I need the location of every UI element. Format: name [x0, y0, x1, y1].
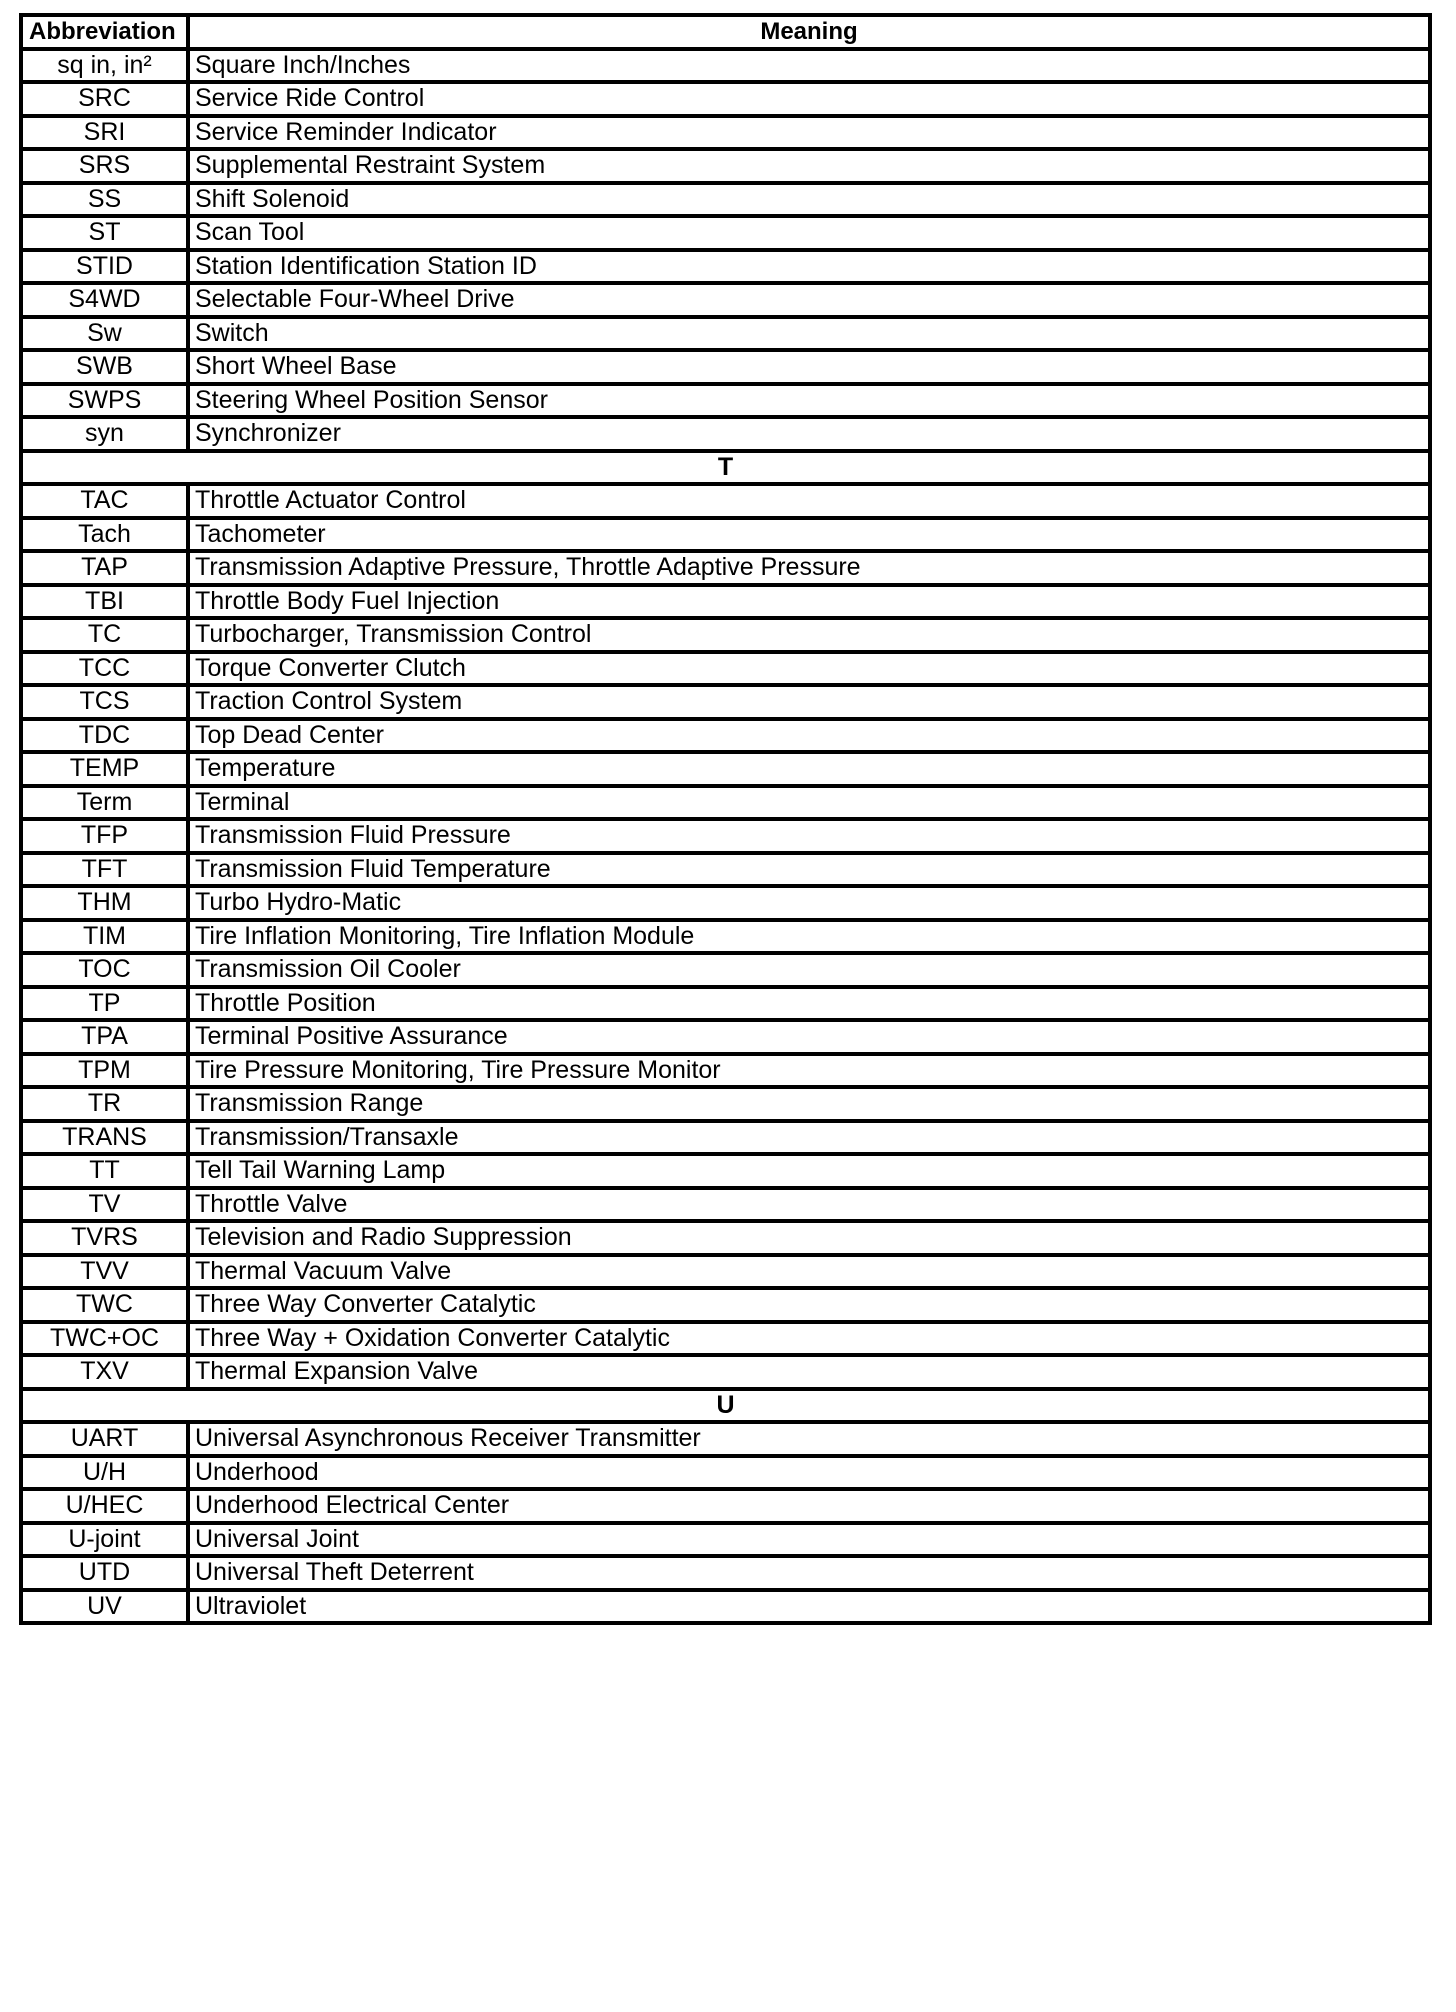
table-row [21, 585, 1430, 619]
meaning-cell: Turbo Hydro-Matic [188, 886, 1430, 920]
meaning-cell: Transmission Adaptive Pressure, Throttle Adaptive Pressure [188, 551, 1430, 585]
table-row [21, 752, 1430, 786]
table-row [21, 1456, 1430, 1490]
abbreviation-cell: UART [21, 1422, 188, 1456]
meaning-cell: Universal Joint [188, 1523, 1430, 1557]
table-row [21, 1523, 1430, 1557]
table-row [21, 1054, 1430, 1088]
table-row [21, 886, 1430, 920]
abbreviation-cell: STID [21, 250, 188, 284]
abbreviation-cell: Term [21, 786, 188, 820]
abbreviation-cell: TCC [21, 652, 188, 686]
abbreviation-cell: SRI [21, 116, 188, 150]
abbreviation-cell: U/HEC [21, 1489, 188, 1523]
abbreviation-cell: TDC [21, 719, 188, 753]
meaning-cell: Three Way + Oxidation Converter Catalytic [188, 1322, 1430, 1356]
abbreviation-cell: SRC [21, 82, 188, 116]
section-letter: T [21, 451, 1430, 485]
abbreviation-cell: Tach [21, 518, 188, 552]
table-row [21, 1154, 1430, 1188]
abbreviation-cell: TV [21, 1188, 188, 1222]
abbreviation-cell: TBI [21, 585, 188, 619]
meaning-cell: Thermal Vacuum Valve [188, 1255, 1430, 1289]
abbreviation-cell: TRANS [21, 1121, 188, 1155]
meaning-cell: Transmission Fluid Temperature [188, 853, 1430, 887]
table-row [21, 1121, 1430, 1155]
meaning-cell: Service Ride Control [188, 82, 1430, 116]
abbreviation-cell: TCS [21, 685, 188, 719]
table-row [21, 786, 1430, 820]
table-row [21, 116, 1430, 150]
table-row [21, 1556, 1430, 1590]
abbreviation-column-header: Abbreviation [21, 15, 188, 49]
meaning-cell: Tell Tail Warning Lamp [188, 1154, 1430, 1188]
section-row [21, 1389, 1430, 1423]
abbreviation-cell: TVRS [21, 1221, 188, 1255]
table-row [21, 1255, 1430, 1289]
abbreviation-cell: TAP [21, 551, 188, 585]
table-row [21, 853, 1430, 887]
table-row [21, 1087, 1430, 1121]
abbreviation-cell: SWB [21, 350, 188, 384]
abbreviation-cell: SWPS [21, 384, 188, 418]
table-row [21, 250, 1430, 284]
table-body [21, 49, 1430, 1624]
abbreviation-cell: UV [21, 1590, 188, 1624]
meaning-cell: Tire Inflation Monitoring, Tire Inflation Module [188, 920, 1430, 954]
table-row [21, 1590, 1430, 1624]
meaning-cell: Throttle Body Fuel Injection [188, 585, 1430, 619]
meaning-cell: Synchronizer [188, 417, 1430, 451]
header-row [21, 15, 1430, 49]
abbreviation-cell: TR [21, 1087, 188, 1121]
meaning-cell: Shift Solenoid [188, 183, 1430, 217]
meaning-cell: Terminal [188, 786, 1430, 820]
meaning-cell: Selectable Four-Wheel Drive [188, 283, 1430, 317]
meaning-cell: Universal Asynchronous Receiver Transmitter [188, 1422, 1430, 1456]
table-row [21, 183, 1430, 217]
meaning-cell: Traction Control System [188, 685, 1430, 719]
meaning-cell: Turbocharger, Transmission Control [188, 618, 1430, 652]
meaning-cell: Short Wheel Base [188, 350, 1430, 384]
meaning-cell: Underhood [188, 1456, 1430, 1490]
abbreviation-cell: ST [21, 216, 188, 250]
abbreviation-cell: TFP [21, 819, 188, 853]
abbreviation-cell: TP [21, 987, 188, 1021]
abbreviation-cell: U/H [21, 1456, 188, 1490]
meaning-cell: Ultraviolet [188, 1590, 1430, 1624]
table-row [21, 953, 1430, 987]
meaning-cell: Television and Radio Suppression [188, 1221, 1430, 1255]
table-row [21, 417, 1430, 451]
meaning-cell: Three Way Converter Catalytic [188, 1288, 1430, 1322]
table-row [21, 1422, 1430, 1456]
abbreviation-cell: UTD [21, 1556, 188, 1590]
meaning-cell: Tachometer [188, 518, 1430, 552]
abbreviation-cell: THM [21, 886, 188, 920]
table-row [21, 350, 1430, 384]
table-row [21, 618, 1430, 652]
table-row [21, 1355, 1430, 1389]
abbreviation-cell: TAC [21, 484, 188, 518]
abbreviation-cell: syn [21, 417, 188, 451]
abbreviation-cell: S4WD [21, 283, 188, 317]
table-row [21, 1288, 1430, 1322]
section-row [21, 451, 1430, 485]
abbreviation-cell: TXV [21, 1355, 188, 1389]
table-row [21, 652, 1430, 686]
abbreviation-cell: TEMP [21, 752, 188, 786]
table-row [21, 1489, 1430, 1523]
table-row [21, 149, 1430, 183]
table-row [21, 1322, 1430, 1356]
abbreviation-cell: TPM [21, 1054, 188, 1088]
abbreviation-cell: TFT [21, 853, 188, 887]
abbreviation-cell: TPA [21, 1020, 188, 1054]
table-row [21, 484, 1430, 518]
meaning-cell: Tire Pressure Monitoring, Tire Pressure Monitor [188, 1054, 1430, 1088]
table-row [21, 384, 1430, 418]
meaning-cell: Steering Wheel Position Sensor [188, 384, 1430, 418]
table-row [21, 719, 1430, 753]
table-row [21, 819, 1430, 853]
abbreviation-cell: TIM [21, 920, 188, 954]
meaning-cell: Supplemental Restraint System [188, 149, 1430, 183]
meaning-cell: Terminal Positive Assurance [188, 1020, 1430, 1054]
abbreviation-cell: SS [21, 183, 188, 217]
abbreviation-cell: sq in, in² [21, 49, 188, 83]
meaning-cell: Thermal Expansion Valve [188, 1355, 1430, 1389]
abbreviation-cell: Sw [21, 317, 188, 351]
table-row [21, 1221, 1430, 1255]
abbreviation-cell: TOC [21, 953, 188, 987]
meaning-cell: Torque Converter Clutch [188, 652, 1430, 686]
table-row [21, 49, 1430, 83]
abbreviation-cell: U-joint [21, 1523, 188, 1557]
meaning-cell: Throttle Position [188, 987, 1430, 1021]
table-row [21, 1188, 1430, 1222]
table-row [21, 283, 1430, 317]
abbreviation-cell: TVV [21, 1255, 188, 1289]
abbreviation-cell: TT [21, 1154, 188, 1188]
meaning-cell: Top Dead Center [188, 719, 1430, 753]
abbreviation-table [19, 13, 1432, 1625]
meaning-cell: Transmission Oil Cooler [188, 953, 1430, 987]
section-letter: U [21, 1389, 1430, 1423]
meaning-column-header: Meaning [188, 15, 1430, 49]
table-row [21, 1020, 1430, 1054]
meaning-cell: Temperature [188, 752, 1430, 786]
meaning-cell: Scan Tool [188, 216, 1430, 250]
meaning-cell: Square Inch/Inches [188, 49, 1430, 83]
table-row [21, 216, 1430, 250]
meaning-cell: Throttle Actuator Control [188, 484, 1430, 518]
meaning-cell: Throttle Valve [188, 1188, 1430, 1222]
meaning-cell: Universal Theft Deterrent [188, 1556, 1430, 1590]
abbreviation-cell: TWC [21, 1288, 188, 1322]
table-row [21, 317, 1430, 351]
table-row [21, 518, 1430, 552]
meaning-cell: Station Identification Station ID [188, 250, 1430, 284]
table-row [21, 551, 1430, 585]
meaning-cell: Transmission Fluid Pressure [188, 819, 1430, 853]
table-row [21, 82, 1430, 116]
abbreviation-cell: TWC+OC [21, 1322, 188, 1356]
table-row [21, 685, 1430, 719]
meaning-cell: Transmission Range [188, 1087, 1430, 1121]
meaning-cell: Switch [188, 317, 1430, 351]
abbreviation-cell: SRS [21, 149, 188, 183]
table-row [21, 920, 1430, 954]
abbreviation-cell: TC [21, 618, 188, 652]
meaning-cell: Transmission/Transaxle [188, 1121, 1430, 1155]
table-row [21, 987, 1430, 1021]
meaning-cell: Service Reminder Indicator [188, 116, 1430, 150]
meaning-cell: Underhood Electrical Center [188, 1489, 1430, 1523]
